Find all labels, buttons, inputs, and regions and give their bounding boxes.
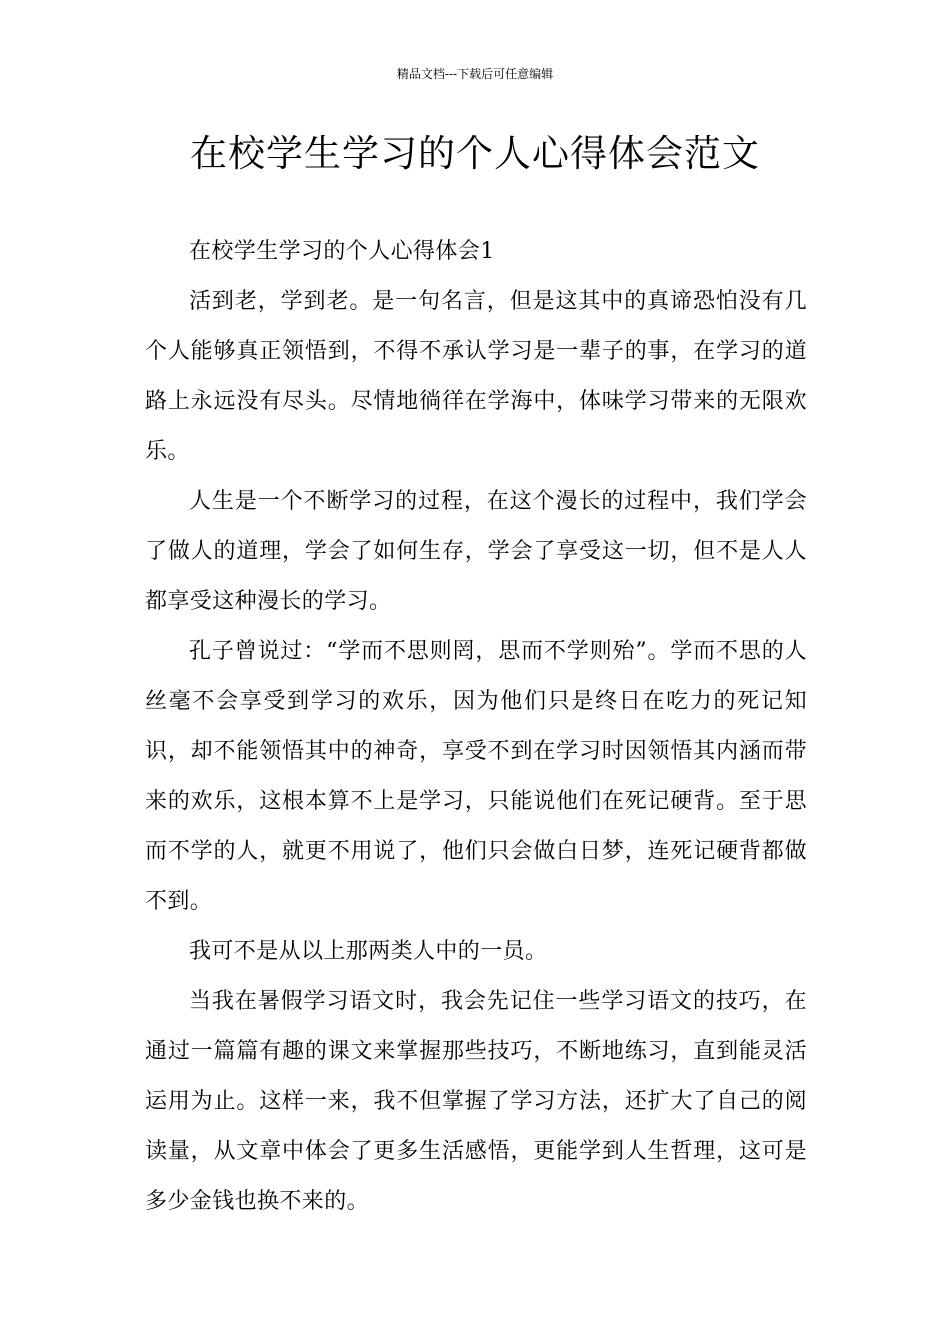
paragraph: 孔子曾说过：“学而不思则罔，思而不学则殆”。学而不思的人丝毫不会享受到学习的欢乐，因为他们只是终日在吃力的死记知识，却不能领悟其中的神奇，享受不到在学习时因领悟其内涵而带来的欢乐，这根本算不上是学习，只能说他们在死记硬背。至于思而不学的人，就更不用说了，他们只会做白日梦，连死记硬背都做不到。 bbox=[145, 639, 807, 914]
paragraph: 我可不是从以上那两类人中的一员。 bbox=[189, 939, 548, 964]
paragraph: 当我在暑假学习语文时，我会先记住一些学习语文的技巧，在通过一篇篇有趣的课文来掌握那些技巧，不断地练习，直到能灵活运用为止。这样一来，我不但掌握了学习方法，还扩大了自己的阅读量，从文章中体会了更多生活感悟，更能学到人生哲理，这可是多少金钱也换不来的。 bbox=[145, 989, 807, 1214]
paragraph: 活到老，学到老。是一句名言，但是这其中的真谛恐怕没有几个人能够真正领悟到，不得不承认学习是一辈子的事，在学习的道路上永远没有尽头。尽情地徜徉在学海中，体味学习带来的无限欢乐。 bbox=[145, 289, 807, 464]
section-heading: 在校学生学习的个人心得体会1 bbox=[189, 239, 495, 264]
paragraph: 人生是一个不断学习的过程，在这个漫长的过程中，我们学会了做人的道理，学会了如何生存，学会了享受这一切，但不是人人都享受这种漫长的学习。 bbox=[145, 489, 807, 614]
document-body bbox=[145, 227, 807, 1227]
document-title: 在校学生学习的个人心得体会范文 bbox=[190, 132, 760, 175]
header-note: 精品文档---下载后可任意编辑 bbox=[396, 67, 554, 81]
